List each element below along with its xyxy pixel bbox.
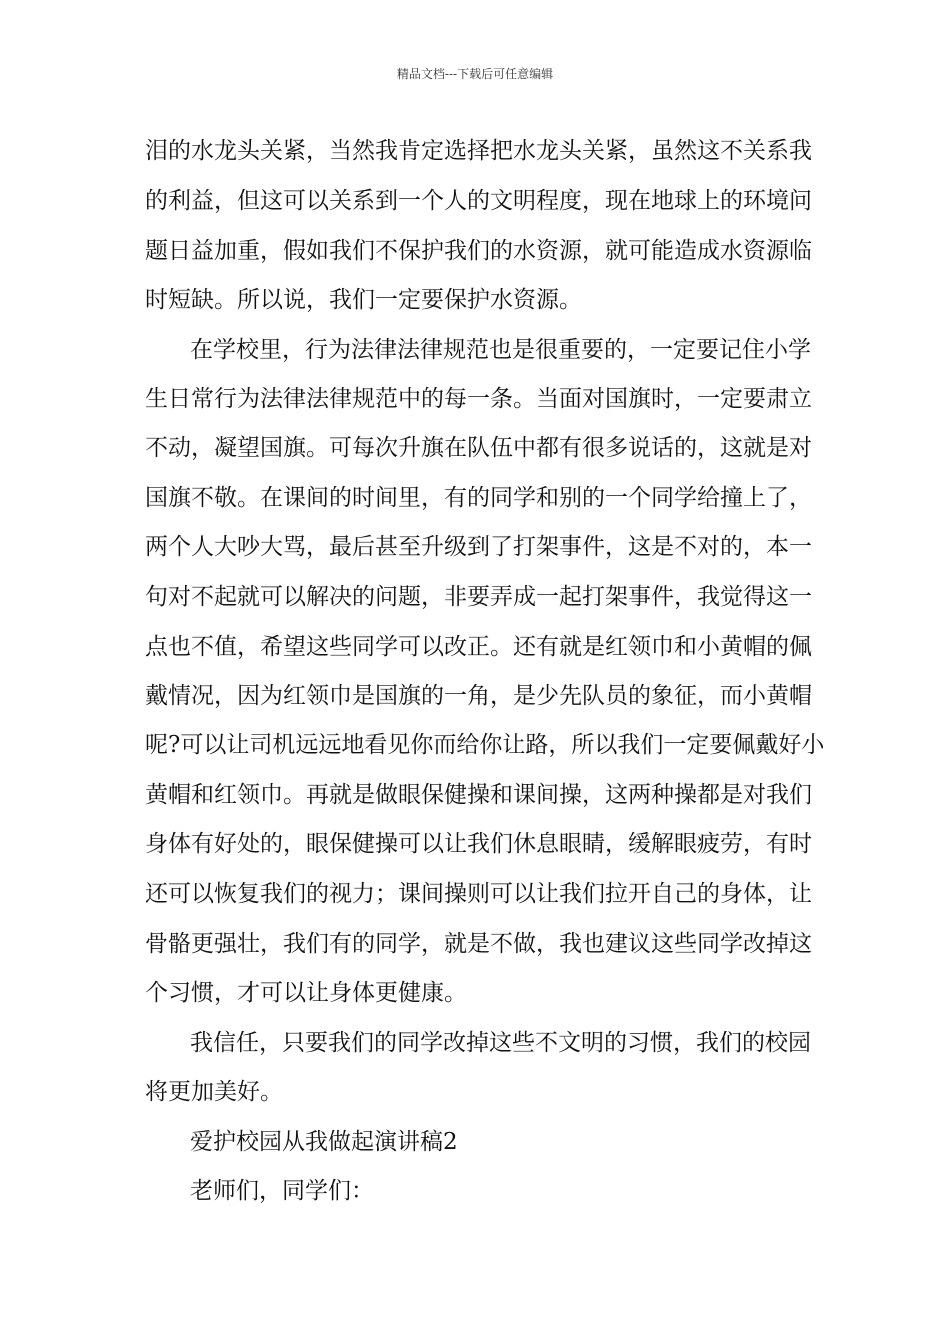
text-line: 泪的水龙头关紧，当然我肯定选择把水龙头关紧，虽然这不关系我 (145, 138, 812, 164)
text-line: 身体有好处的，眼保健操可以让我们休息眼睛，缓解眼疲劳，有时 (145, 831, 812, 857)
section-title: 爱护校园从我做起演讲稿2 (190, 1129, 458, 1155)
text-line: 国旗不敬。在课间的时间里，有的同学和别的一个同学给撞上了， (145, 485, 812, 511)
page-header: 精品文档---下载后可任意编辑 (396, 67, 554, 81)
text-line: 两个人大吵大骂，最后甚至升级到了打架事件，这是不对的，本一 (145, 534, 812, 560)
text-line: 句对不起就可以解决的问题，非要弄成一起打架事件，我觉得这一 (145, 584, 812, 610)
text-line: 骨骼更强壮，我们有的同学，就是不做，我也建议这些同学改掉这 (145, 931, 812, 957)
text-line: 戴情况，因为红领巾是国旗的一角，是少先队员的象征，而小黄帽 (145, 683, 812, 709)
text-line: 个习惯，才可以让身体更健康。 (145, 980, 467, 1006)
text-line: 的利益，但这可以关系到一个人的文明程度，现在地球上的环境问 (145, 188, 812, 214)
text-line: 将更加美好。 (145, 1079, 283, 1105)
paragraph-start-line: 我信任，只要我们的同学改掉这些不文明的习惯，我们的校园 (190, 1030, 811, 1056)
salutation-line: 老师们，同学们： (190, 1178, 374, 1204)
text-line: 点也不值，希望这些同学可以改正。还有就是红领巾和小黄帽的佩 (145, 634, 812, 660)
text-line: 呢?可以让司机远远地看见你而给你让路，所以我们一定要佩戴好小 (145, 732, 825, 758)
text-line: 生日常行为法律法律规范中的每一条。当面对国旗时，一定要肃立 (145, 386, 812, 412)
text-line: 时短缺。所以说，我们一定要保护水资源。 (145, 287, 582, 313)
text-line: 不动，凝望国旗。可每次升旗在队伍中都有很多说话的，这就是对 (145, 435, 812, 461)
text-line: 题日益加重，假如我们不保护我们的水资源，就可能造成水资源临 (145, 238, 812, 264)
text-line: 还可以恢复我们的视力；课间操则可以让我们拉开自己的身体，让 (145, 881, 812, 907)
text-line: 黄帽和红领巾。再就是做眼保健操和课间操，这两种操都是对我们 (145, 782, 812, 808)
paragraph-start-line: 在学校里，行为法律法律规范也是很重要的，一定要记住小学 (190, 337, 811, 363)
